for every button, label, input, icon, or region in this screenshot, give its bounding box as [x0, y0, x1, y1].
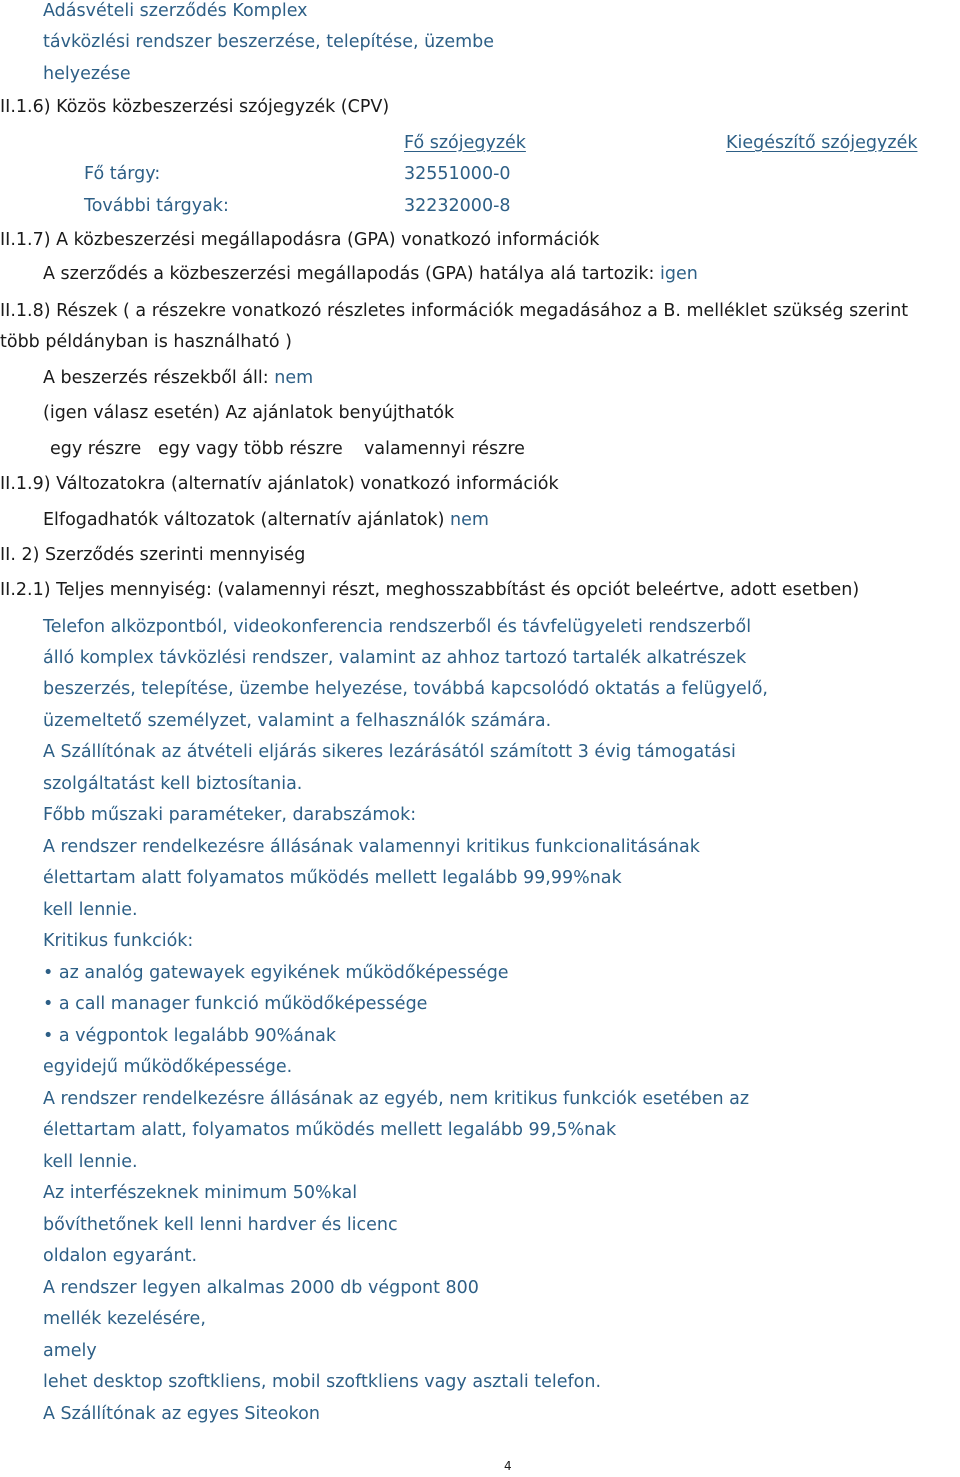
cpv-main-vocabulary-header: Fő szójegyzék — [404, 133, 526, 153]
total-quantity-heading: II.2.1) Teljes mennyiség: (valamennyi részt, meghosszabbítást és opciót beleértve, adott esetben) — [0, 580, 860, 600]
cpv-main-object-code: 32551000-0 — [404, 164, 511, 184]
lots-option-one: egy részre — [50, 439, 142, 459]
lots-value: nem — [274, 368, 314, 388]
gpa-statement — [43, 263, 698, 285]
lots-option-one-or-more: egy vagy több részre — [158, 439, 343, 459]
quantity-line: A Szállítónak az egyes Siteokon — [43, 1404, 320, 1424]
bullet-item: • az analóg gatewayek egyikének működőképessége — [43, 963, 509, 983]
variants-value: nem — [449, 510, 489, 530]
quantity-line: A rendszer rendelkezésre állásának az egyéb, nem kritikus funkciók esetében az — [43, 1089, 750, 1109]
variants-heading: II.1.9) Változatokra (alternatív ajánlatok) vonatkozó információk — [0, 474, 559, 494]
quantity-line: élettartam alatt, folyamatos működés mellett legalább 99,5%nak — [43, 1120, 617, 1140]
cpv-heading: II.1.6) Közös közbeszerzési szójegyzék (CPV) — [0, 97, 390, 117]
header-line-1: Adásvételi szerződés Komplex — [43, 1, 308, 21]
quantity-line: lehet desktop szoftkliens, mobil szoftkliens vagy asztali telefon. — [43, 1372, 602, 1392]
quantity-line: A Szállítónak az átvételi eljárás sikeres lezárásától számított 3 évig támogatási — [43, 742, 736, 762]
quantity-line: beszerzés, telepítése, üzembe helyezése, továbbá kapcsolódó oktatás a felügyelő, — [43, 679, 768, 699]
quantity-line: amely — [43, 1341, 97, 1361]
quantity-line: élettartam alatt folyamatos működés mellett legalább 99,99%nak — [43, 868, 622, 888]
gpa-text: A szerződés a közbeszerzési megállapodás (GPA) hatálya alá tartozik: — [43, 264, 655, 284]
header-line-3: helyezése — [43, 64, 131, 84]
quantity-line: A rendszer rendelkezésre állásának valamennyi kritikus funkcionalitásának — [43, 837, 700, 857]
quantity-line: kell lennie. — [43, 1152, 138, 1172]
header-line-2: távközlési rendszer beszerzése, telepítése, üzembe — [43, 32, 495, 52]
gpa-value: igen — [659, 264, 698, 284]
quantity-line: oldalon egyaránt. — [43, 1246, 198, 1266]
quantity-line: kell lennie. — [43, 900, 138, 920]
lots-heading-line-2: több példányban is használható ) — [0, 332, 292, 352]
lots-text: A beszerzés részekből áll: — [43, 368, 269, 388]
quantity-heading: II. 2) Szerződés szerinti mennyiség — [0, 545, 306, 565]
variants-text: Elfogadhatók változatok (alternatív ajánlatok) — [43, 510, 445, 530]
cpv-supplementary-vocabulary-header: Kiegészítő szójegyzék — [726, 133, 918, 153]
gpa-heading: II.1.7) A közbeszerzési megállapodásra (GPA) vonatkozó információk — [0, 230, 600, 250]
quantity-line: mellék kezelésére, — [43, 1309, 206, 1329]
quantity-line: egyidejű működőképessége. — [43, 1057, 293, 1077]
quantity-line: Az interfészeknek minimum 50%kal — [43, 1183, 358, 1203]
quantity-line: A rendszer legyen alkalmas 2000 db végpont 800 — [43, 1278, 479, 1298]
quantity-line: Kritikus funkciók: — [43, 931, 194, 951]
quantity-line: álló komplex távközlési rendszer, valamint az ahhoz tartozó tartalék alkatrészek — [43, 648, 747, 668]
lots-statement — [43, 367, 313, 389]
lots-heading-line-1: II.1.8) Részek ( a részekre vonatkozó részletes információk megadásához a B. melléklet szükség szerint — [0, 301, 909, 321]
bullet-item: • a call manager funkció működőképessége — [43, 994, 428, 1014]
cpv-main-object-label: Fő tárgy: — [84, 164, 161, 184]
variants-statement — [43, 509, 489, 531]
quantity-line: szolgáltatást kell biztosítania. — [43, 774, 303, 794]
quantity-line: Telefon alközpontból, videokonferencia rendszerből és távfelügyeleti rendszerből — [43, 617, 752, 637]
lots-option-all: valamennyi részre — [364, 439, 525, 459]
cpv-other-objects-code: 32232000-8 — [404, 196, 511, 216]
page-number: 4 — [504, 1459, 512, 1473]
quantity-line: bővíthetőnek kell lenni hardver és licenc — [43, 1215, 398, 1235]
quantity-line: Főbb műszaki paraméteker, darabszámok: — [43, 805, 417, 825]
lots-offer-text: (igen válasz esetén) Az ajánlatok benyújthatók — [43, 403, 455, 423]
cpv-other-objects-label: További tárgyak: — [84, 196, 229, 216]
bullet-item: • a végpontok legalább 90%ának — [43, 1026, 336, 1046]
quantity-line: üzemeltető személyzet, valamint a felhasználók számára. — [43, 711, 552, 731]
